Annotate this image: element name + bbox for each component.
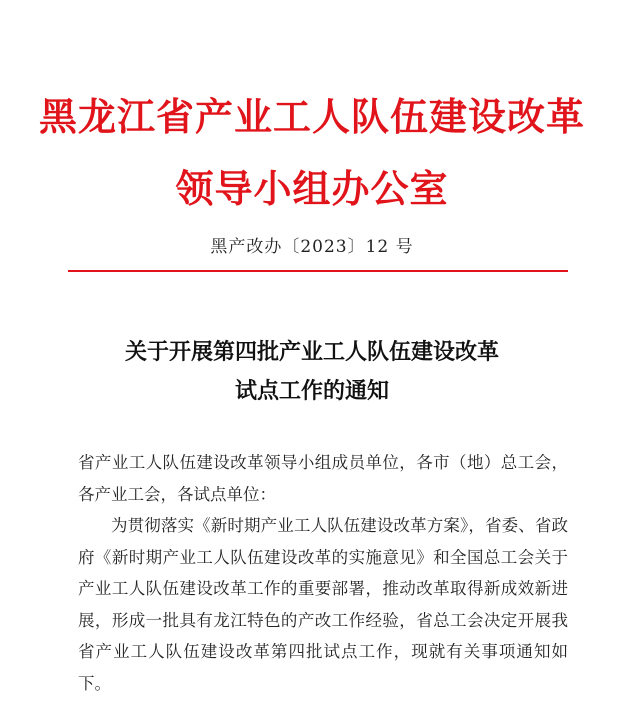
addressees: 省产业工人队伍建设改革领导小组成员单位，各市（地）总工会，各产业工会，各试点单位： — [78, 453, 568, 504]
document-number: 黑产改办〔2023〕12 号 — [210, 237, 414, 257]
red-divider-line — [68, 270, 568, 272]
notice-title-line-1: 关于开展第四批产业工人队伍建设改革 — [124, 339, 499, 365]
body-paragraph-1: 为贯彻落实《新时期产业工人队伍建设改革方案》，省委、省政府《新时期产业工人队伍建设改革的实施意见》和全国总工会关于产业工人队伍建设改革工作的重要部署，推动改革取得新成效新进展，形成一批具有龙江特色的产改工作经验，省总工会决定开展我省产业工人队伍建设改革第四批试点工作，现就有关事项通知如下。 — [78, 516, 568, 693]
notice-body — [78, 447, 568, 699]
issuer-title-line-1: 黑龙江省产业工人队伍建设改革 — [38, 94, 585, 139]
issuer-title-line-2: 领导小组办公室 — [175, 166, 449, 211]
notice-title-line-2: 试点工作的通知 — [234, 378, 389, 404]
